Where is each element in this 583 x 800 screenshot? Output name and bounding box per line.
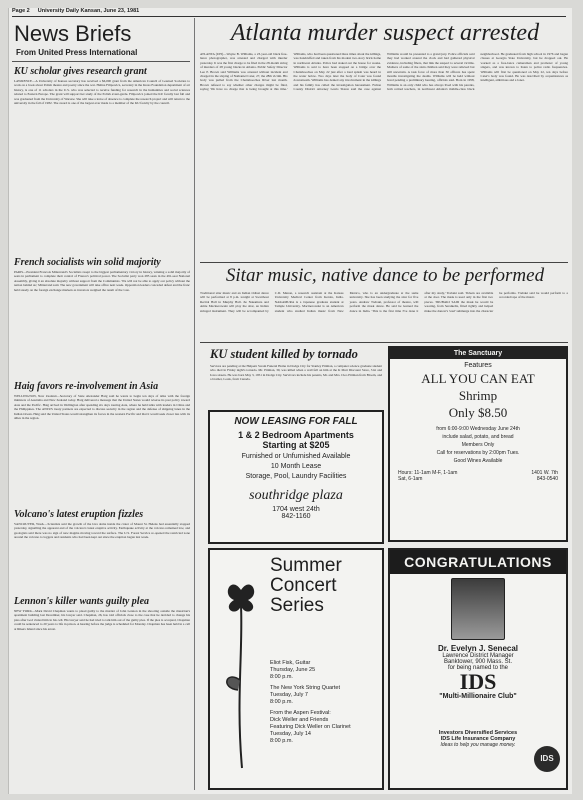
brief-headline: Volcano's latest eruption fizzles: [14, 509, 144, 520]
ad-line: Call for reservations by 2:00pm Tues.: [436, 450, 520, 456]
ad-line: Features: [464, 362, 492, 369]
ad-line: Members Only: [461, 442, 495, 448]
column-rule: [12, 61, 190, 62]
newspaper-page: [8, 8, 572, 794]
ad-person-name: Dr. Evelyn J. Senecal: [437, 644, 519, 653]
concert-line: From the Aspen Festival:: [270, 710, 331, 716]
concert-line: Featuring Dick Weller on Clarinet: [270, 724, 351, 730]
ad-tagline: Ideas to help you manage money.: [440, 742, 516, 748]
ad-banner: The Sanctuary: [390, 348, 566, 359]
ad-banner: CONGRATULATIONS: [390, 550, 566, 574]
ku-student-text: Services are pending at the Halpern Swain Funeral Home in Dodge City for Stanley Pittman, a computer science graduate student who died in Friday night's tornado. Mr. Pittman, 30, was killed when a wall fell on him at the K Mart Discount Store, 31st and Iowa streets. He was born May 3, 1951 in Dodge City. Survivors include his parents, Mr. and Mrs. Cleo Pittman from Bloom, and a brother, Louis, from Canada.: [210, 364, 382, 382]
column-divider: [194, 18, 195, 790]
ad-address: 1401 W. 7th: [531, 470, 558, 476]
brief-text: VANCOUVER, Wash.—Scientists said the growth of the lava dome inside the crater of Mount St. Helens had essentially stopped yesterday, signalling the apparent end of the volcano's latest eruptive activity. Earthquake activity at the volcano remained low, and geologists said there was no sign of new magma moving toward the surface. The U.S. Forest Service re-opened the restricted zone around the volcano to loggers and residents who had been kept out since the eruption began last week.: [14, 522, 190, 540]
brief-headline: French socialists win solid majority: [14, 257, 161, 268]
sitar-headline: Sitar music, native dance to be performed: [225, 265, 545, 286]
brief-headline: Haig favors re-involvement in Asia: [14, 381, 159, 392]
ad-hours: Hours: 11-1am M-F, 1-1am Sat, 6-1am: [398, 470, 458, 482]
atlanta-story-text: ATLANTA (UPI)—Wayne B. Williams, a 23-year-old black free-lance photographer, was arrested and charged with murder yesterday. It was the first charge to be filed in the 28-month string of murders of 28 young blacks in Atlanta. Public Safety Director Lee P. Brown said Williams was arrested without incident and charged in the slaying of Nathaniel Cater, 27, the 28th victim. His body was pulled from the Chattahoochee River last month. Brown refused to say whether other charges might be filed, saying 'We have no charge that is being brought at this time.' Williams, who had been questioned three times about the killings, was handcuffed and taken from his modest two-story brick home in northwest Atlanta. Police had staked out the house for weeks. Williams is said to have been stopped on a bridge over the Chattahoochee on May 22 just after a loud splash was heard in the water below. Two days later the body of Cater was found downstream. Williams has denied any involvement in the killings and his family has called the investigation harassment. Fulton County District Attorney Lewis Slaton said the case against Williams would be presented to a grand jury. Police officials said they had worked around the clock and had gathered physical evidence, including fibers, that link the suspect to several victims. Mothers of some of the slain children said they were relieved but still uncertain. A task force of more than 30 officers has spent months investigating the deaths. Williams will be held without bond pending a preliminary hearing, officials said. Born in 1958, Williams is an only child who has always lived with his parents, both retired teachers, in northwest Atlanta's middle-class black neighborhood. He graduated from high school in 1976 and began classes at Georgia State University, but he dropped out. He worked as a free-lance cameraman and promoter of young singers, and was known to listen to police radio frequencies. Williams will first be questioned on May 22, ten days before Cater's body was found. He was described by acquaintances as intelligent, ambitious and a loner.: [200, 52, 568, 92]
southridge-logo: southridge plaza: [249, 488, 343, 503]
folio-rule: [12, 16, 566, 17]
concert-line: 8:00 p.m.: [270, 674, 293, 680]
ids-congratulations-ad: [388, 548, 568, 790]
ad-price: Only $8.50: [448, 405, 508, 420]
brief-text: PARIS—President Francois Mitterrand's Socialists swept to the biggest parliamentary victory in history, winning a solid majority of seats in parliament to complete their control of France's political power. The Socialist party won 285 seats in the 491-seat National Assembly, giving it an absolute majority without support from the Communists. 'We will not be able to apply our policy without the nation behind us,' Mitterrand said. The new government will take office next week. Opposition leaders conceded defeat and the franc held steady on the foreign exchange markets as investors weighed the result of the vote.: [14, 270, 190, 292]
ids-logo: IDS: [459, 669, 497, 694]
concert-listings: [270, 660, 351, 745]
concert-series-ad: [208, 548, 384, 790]
ad-line: Storage, Pool, Laundry Facilities: [245, 473, 347, 480]
page-number: Page 2: [12, 8, 30, 14]
concert-line: 8:00 p.m.: [270, 699, 293, 705]
sitar-story-text: Traditional sitar music and an Indian Odissi dance will be performed at 8 p.m. tonight at Swarthout Recital Hall in Murphy Hall. Jie Nakamura and Amie Macinerowski will play the sitar, an Indian stringed instrument. They will be accompanied by C.D. Menon, a research assistant at the Kansas University Medical Center from Kerala, India. NAKAMURA is a Japanese graduate student at Temple University. Macinerowski is an American student who studied Indian music from New Mexico, who is an undergraduate at the same university. She has been studying the sitar for five years. Andrew Trebaki, professor of theatre, will perform the mask dance. He said he learned the dance in India. 'This is the first time I've done it after my study,' Trebaki said. Tickets are available at the door. The mask is used only in the first two pieces. TRUBAKI SAID the mask he would be wearing, from Seraikella, fitted tightly and helped make the dancer's 'soul' submerge into the character he performs. Trebaki said he would perform to a recorded tape of the music.: [200, 291, 568, 313]
flower-illustration: [216, 570, 266, 770]
concert-line: Tuesday, July 7: [270, 692, 308, 698]
southridge-ad: [208, 410, 384, 544]
ids-seal-logo: IDS: [534, 746, 560, 772]
ad-line: "Multi-Millionaire Club": [439, 693, 517, 700]
ku-student-headline: KU student killed by tornado: [210, 347, 358, 361]
story-rule: [200, 342, 568, 343]
portrait-photo: [451, 578, 505, 640]
ad-headline: Summer Concert Series: [270, 555, 342, 616]
concert-line: Tuesday, July 14: [270, 731, 311, 737]
ad-person-role: Lawrence District Manager: [442, 653, 514, 659]
ad-line: Furnished or Unfurnished Available: [241, 453, 351, 460]
brief-headline: Lennon's killer wants guilty plea: [14, 596, 150, 607]
ad-line: for being named to the: [447, 665, 509, 671]
brief-text: LAWRENCE—A University of Kansas secretary has received a $6,000 grant from the American Council of Learned Societies to work on a book about Polish theatre and poetry since the war. Halina Filipowicz, secretary in the Kress Foundation department of art history, is one of 11 scholars in the U.S. who was selected to receive funding for research in the humanities and social sciences related to Eastern Europe. The grant will support her study of the Polish avant-garde. Filipowicz joined the KU faculty last fall and was graduated from the University of Warsaw. She will take a leave of absence to complete the research project and will return to the university in the fall of 1982. The award is one of the largest ever made to a member of the KU faculty by the council.: [14, 79, 190, 106]
folio: [12, 8, 139, 14]
concert-line: Eliot Fisk, Guitar: [270, 660, 311, 666]
brief-text: NEW YORK—Mark David Chapman wants to plead guilty to the murder of John Lennon in the shooting outside the musician's apartment building last December, his lawyer said. Chapman, 26, has told officials close to the case that he decided to change his plea after God visited him in his cell. His lawyer said he had tried to talk him out of the guilty plea. If the plea is accepted, Chapman could be sentenced to 20 years to life in prison. A hearing before the judge is scheduled for Monday. Chapman has been held in a cell at Rikers Island since his arrest.: [14, 609, 190, 631]
ad-line: Shrimp: [458, 388, 498, 403]
ad-line: Banktower, 900 Mass. St.: [443, 659, 513, 665]
concert-line: The New York String Quartet: [270, 685, 341, 691]
brief-headline: KU scholar gives research grant: [14, 66, 147, 77]
news-briefs-subtitle: From United Press International: [16, 48, 138, 57]
ad-company: Investors Diversified Services: [438, 730, 518, 736]
ad-line: 1 & 2 Bedroom Apartments: [238, 430, 354, 440]
ad-company: IDS Life Insurance Company: [440, 736, 516, 742]
page-fold: [8, 8, 9, 794]
concert-line: Thursday, June 25: [270, 667, 316, 673]
ad-phone: 842-1160: [281, 513, 311, 520]
ad-line: 10 Month Lease: [270, 463, 322, 470]
ad-line: Good Wines Available: [453, 458, 503, 464]
brief-text: WELLINGTON, New Zealand—Secretary of State Alexander Haig said he wants to begin ten days of talks with the foreign ministers of Australia and New Zealand today. Haig delivered a message that the United States would reverse its past policy toward Asia and the Pacific. Haig arrived in Wellington after spending six days touring Asia, where he held talks with leaders in China and the Philippines. The ANZUS treaty partners are expected to discuss security in the region and the defense of shipping lanes in the Indian Ocean. Haig said the United States would strengthen its forces in the western Pacific and that it would seek closer ties with its allies in the region.: [14, 394, 190, 421]
ad-address: 1704 west 24th: [272, 506, 320, 513]
concert-line: 8:00 p.m.: [270, 738, 293, 744]
ad-line: include salad, potato, and bread: [442, 434, 514, 440]
ad-phone: 843-0540: [536, 476, 558, 482]
ad-headline: ALL YOU CAN EAT: [421, 371, 535, 386]
concert-line: Dick Weller and Friends: [270, 717, 329, 723]
sanctuary-ad: [388, 346, 568, 542]
ad-line: Starting at $205: [262, 440, 330, 450]
ad-headline: NOW LEASING FOR FALL: [234, 416, 358, 427]
paper-dateline: University Daily Kansan, June 23, 1981: [37, 8, 140, 14]
news-briefs-title: News Briefs: [14, 21, 132, 46]
story-rule: [200, 262, 568, 263]
atlanta-headline: Atlanta murder suspect arrested: [230, 20, 540, 46]
ad-line: from 6:00-9:00 Wednesday June 24th: [436, 426, 520, 432]
